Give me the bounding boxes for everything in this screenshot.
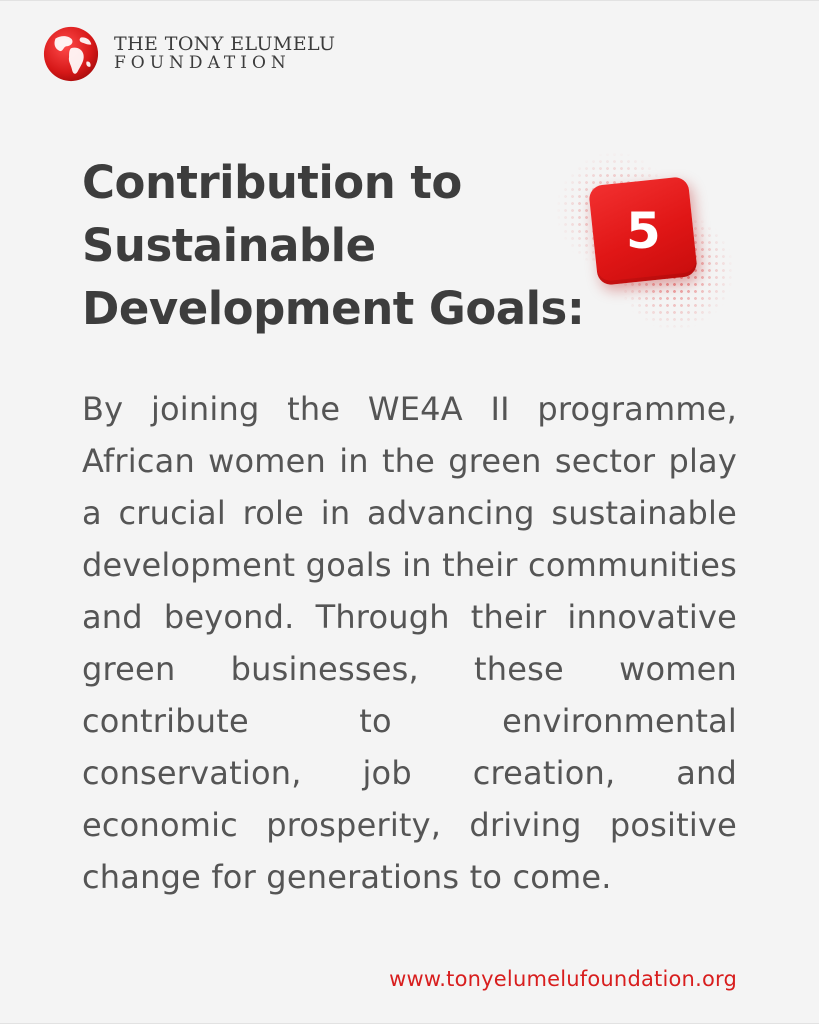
foundation-logo <box>42 25 335 83</box>
number-badge-graphic <box>555 151 735 331</box>
logo-line-1: THE TONY ELUMELU <box>114 33 336 56</box>
slide-heading: Contribution to Sustainable Development Goals: <box>82 156 585 335</box>
logo-wordmark <box>114 35 335 73</box>
badge-number: 5 <box>625 202 661 261</box>
globe-icon <box>42 25 100 83</box>
logo-line-2: FOUNDATION <box>114 53 291 74</box>
website-link[interactable]: www.tonyelumelufoundation.org <box>389 967 737 991</box>
body-paragraph: By joining the WE4A II programme, African women in the green sector play a crucial role in advancing sustainable development goals in their communities and beyond. Through their innovative green businesses, these women contribute to environmental conservation, job creation, and economic prosperity, driving positive change for generations to come. <box>82 390 737 896</box>
number-badge <box>588 176 698 286</box>
